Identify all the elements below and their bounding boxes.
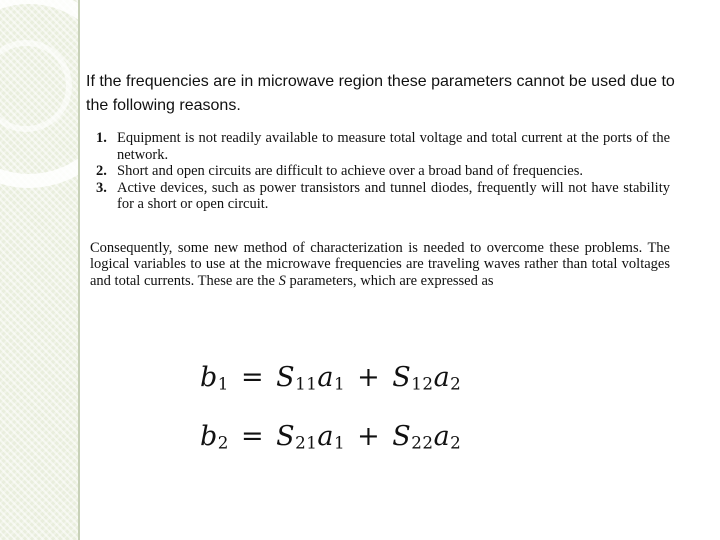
reason-text: Equipment is not readily available to measure total voltage and total current at the ports of the network.	[117, 130, 670, 163]
reason-item	[90, 180, 670, 213]
eq-term1-s-sub: 21	[295, 432, 318, 453]
eq-term2-s-sub: 12	[411, 373, 434, 394]
plus-sign: +	[357, 421, 381, 452]
eq-term2-a-sub: 2	[450, 373, 462, 394]
decorative-side-strip	[0, 0, 78, 540]
eq-term2-s: S	[392, 362, 412, 393]
reason-item	[90, 130, 670, 163]
paragraph-text-part1: Consequently, some new method of characterization is needed to overcome these problems. The logical variables to use at the microwave frequencies are traveling waves rather than total voltages and total currents. These are the	[90, 239, 670, 289]
reasons-list	[90, 130, 670, 213]
eq-term1-a: a	[317, 421, 334, 452]
eq-term1-s-sub: 11	[295, 373, 318, 394]
eq-term2-s-sub: 22	[411, 432, 434, 453]
eq-term1-a: a	[317, 362, 334, 393]
reason-text: Short and open circuits are difficult to achieve over a broad band of frequencies.	[117, 163, 583, 179]
characterization-paragraph	[90, 240, 670, 290]
paragraph-text-part2: parameters, which are expressed as	[285, 272, 494, 289]
eq-term2-a: a	[433, 362, 451, 393]
reason-number: 1.	[96, 130, 107, 146]
eq-term1-s: S	[276, 421, 296, 452]
eq-term1-a-sub: 1	[333, 432, 346, 453]
eq-lhs: b	[200, 421, 218, 452]
s-symbol: S	[278, 272, 286, 289]
equation-b2	[200, 421, 461, 452]
textbook-excerpt	[90, 130, 670, 289]
intro-text: If the frequencies are in microwave region these parameters cannot be used due to the following reasons.	[86, 73, 675, 114]
eq-lhs-sub: 1	[217, 373, 229, 394]
eq-term1-a-sub: 1	[333, 373, 346, 394]
eq-term1-s: S	[276, 362, 296, 393]
eq-term2-a: a	[433, 421, 451, 452]
reason-item	[90, 163, 670, 180]
eq-term2-a-sub: 2	[450, 432, 462, 453]
equation-b1	[200, 362, 461, 393]
reason-text: Active devices, such as power transistors and tunnel diodes, frequently will not have stability for a short or open circuit.	[117, 179, 670, 212]
equals-sign: =	[240, 362, 265, 393]
eq-term2-s: S	[392, 421, 412, 452]
reason-number: 2.	[96, 163, 107, 179]
eq-lhs: b	[200, 362, 218, 393]
plus-sign: +	[357, 362, 381, 393]
equals-sign: =	[240, 421, 265, 452]
side-divider	[78, 0, 80, 540]
eq-lhs-sub: 2	[217, 432, 229, 453]
reason-number: 3.	[96, 179, 107, 196]
